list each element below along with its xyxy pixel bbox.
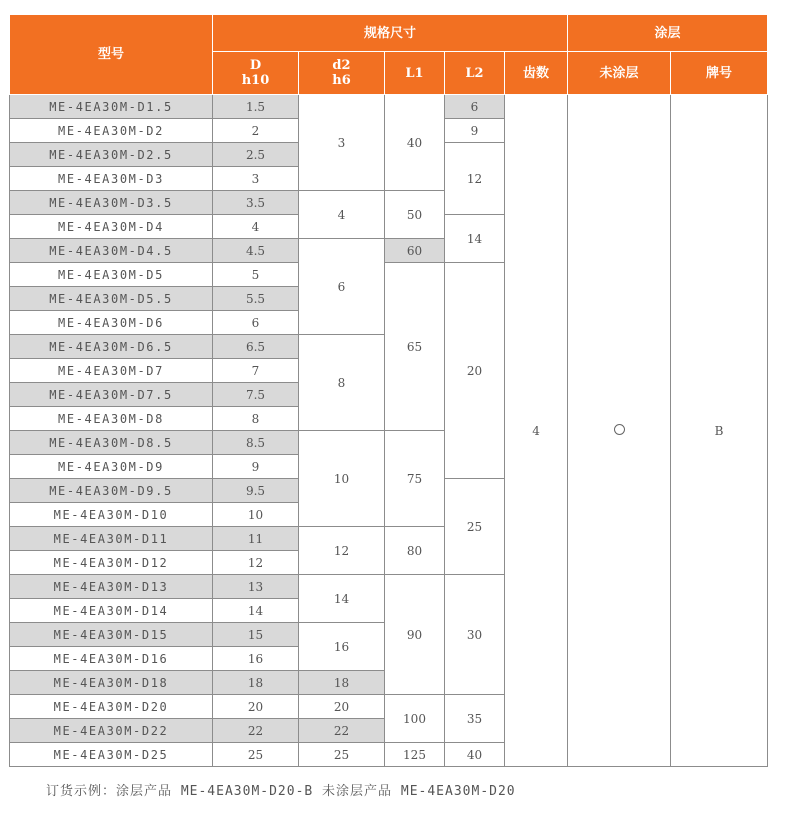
- d2-cell: 25: [299, 743, 385, 767]
- d-cell: 20: [213, 695, 299, 719]
- model-cell: ME-4EA30M-D3.5: [10, 191, 213, 215]
- l2-cell: 14: [445, 215, 505, 263]
- d-cell: 2: [213, 119, 299, 143]
- d-cell: 1.5: [213, 95, 299, 119]
- header-spec: 规格尺寸: [213, 15, 568, 52]
- d2-cell: 12: [299, 527, 385, 575]
- l2-cell: 12: [445, 143, 505, 215]
- header-d: [213, 52, 299, 95]
- model-cell: ME-4EA30M-D13: [10, 575, 213, 599]
- model-cell: ME-4EA30M-D2: [10, 119, 213, 143]
- d-cell: 6.5: [213, 335, 299, 359]
- model-cell: ME-4EA30M-D6.5: [10, 335, 213, 359]
- header-coating: 涂层: [568, 15, 768, 52]
- d-cell: 16: [213, 647, 299, 671]
- table-row: [10, 95, 768, 119]
- header-l2: L2: [445, 52, 505, 95]
- l1-cell: 125: [385, 743, 445, 767]
- l1-cell: 75: [385, 431, 445, 527]
- d-cell: 25: [213, 743, 299, 767]
- header-d-main: D: [249, 58, 262, 73]
- d-cell: 22: [213, 719, 299, 743]
- model-cell: ME-4EA30M-D10: [10, 503, 213, 527]
- model-cell: ME-4EA30M-D4.5: [10, 239, 213, 263]
- d-cell: 11: [213, 527, 299, 551]
- d-cell: 14: [213, 599, 299, 623]
- d2-cell: 20: [299, 695, 385, 719]
- header-l1: L1: [385, 52, 445, 95]
- d-cell: 9.5: [213, 479, 299, 503]
- l1-cell: 100: [385, 695, 445, 743]
- header-uncoated: 未涂层: [568, 52, 671, 95]
- header-teeth: 齿数: [505, 52, 568, 95]
- model-cell: ME-4EA30M-D9: [10, 455, 213, 479]
- model-cell: ME-4EA30M-D7: [10, 359, 213, 383]
- model-cell: ME-4EA30M-D7.5: [10, 383, 213, 407]
- d2-cell: 22: [299, 719, 385, 743]
- model-cell: ME-4EA30M-D2.5: [10, 143, 213, 167]
- d-cell: 3: [213, 167, 299, 191]
- model-cell: ME-4EA30M-D14: [10, 599, 213, 623]
- uncoated-cell: [568, 95, 671, 767]
- d2-cell: 16: [299, 623, 385, 671]
- d-cell: 4: [213, 215, 299, 239]
- d2-cell: 10: [299, 431, 385, 527]
- d2-cell: 6: [299, 239, 385, 335]
- model-cell: ME-4EA30M-D15: [10, 623, 213, 647]
- d-cell: 8: [213, 407, 299, 431]
- l1-cell: 60: [385, 239, 445, 263]
- d-cell: 15: [213, 623, 299, 647]
- model-cell: ME-4EA30M-D12: [10, 551, 213, 575]
- model-cell: ME-4EA30M-D22: [10, 719, 213, 743]
- l2-cell: 30: [445, 575, 505, 695]
- l2-cell: 6: [445, 95, 505, 119]
- d2-cell: 4: [299, 191, 385, 239]
- d-cell: 2.5: [213, 143, 299, 167]
- l1-cell: 90: [385, 575, 445, 695]
- l1-cell: 80: [385, 527, 445, 575]
- l2-cell: 35: [445, 695, 505, 743]
- header-brand: 牌号: [671, 52, 768, 95]
- header-model: 型号: [10, 15, 213, 95]
- model-cell: ME-4EA30M-D5: [10, 263, 213, 287]
- d-cell: 3.5: [213, 191, 299, 215]
- header-d2: [299, 52, 385, 95]
- model-cell: ME-4EA30M-D8.5: [10, 431, 213, 455]
- l1-cell: 40: [385, 95, 445, 191]
- model-cell: ME-4EA30M-D3: [10, 167, 213, 191]
- d-cell: 7: [213, 359, 299, 383]
- l1-cell: 50: [385, 191, 445, 239]
- model-cell: ME-4EA30M-D4: [10, 215, 213, 239]
- d-cell: 10: [213, 503, 299, 527]
- l2-cell: 40: [445, 743, 505, 767]
- l2-cell: 9: [445, 119, 505, 143]
- order-example-note: 订货示例：涂层产品 ME-4EA30M-D20-B 未涂层产品 ME-4EA30M-D20: [46, 784, 516, 799]
- d-cell: 5: [213, 263, 299, 287]
- d-cell: 8.5: [213, 431, 299, 455]
- model-cell: ME-4EA30M-D25: [10, 743, 213, 767]
- d-cell: 5.5: [213, 287, 299, 311]
- d-cell: 7.5: [213, 383, 299, 407]
- d2-cell: 8: [299, 335, 385, 431]
- l1-cell: 65: [385, 263, 445, 431]
- model-cell: ME-4EA30M-D11: [10, 527, 213, 551]
- spec-table-body: [10, 95, 768, 767]
- model-cell: ME-4EA30M-D18: [10, 671, 213, 695]
- teeth-cell: 4: [505, 95, 568, 767]
- spec-table: [9, 14, 768, 767]
- header-d2-main: d2: [332, 58, 351, 73]
- header-d2-sub: h6: [332, 73, 351, 88]
- d-cell: 4.5: [213, 239, 299, 263]
- model-cell: ME-4EA30M-D1.5: [10, 95, 213, 119]
- brand-cell: B: [671, 95, 768, 767]
- circle-icon: [614, 424, 625, 435]
- header-d-sub: h10: [241, 73, 270, 88]
- model-cell: ME-4EA30M-D9.5: [10, 479, 213, 503]
- l2-cell: 25: [445, 479, 505, 575]
- d-cell: 9: [213, 455, 299, 479]
- d2-cell: 3: [299, 95, 385, 191]
- model-cell: ME-4EA30M-D8: [10, 407, 213, 431]
- model-cell: ME-4EA30M-D5.5: [10, 287, 213, 311]
- l2-cell: 20: [445, 263, 505, 479]
- model-cell: ME-4EA30M-D6: [10, 311, 213, 335]
- d2-cell: 18: [299, 671, 385, 695]
- d2-cell: 14: [299, 575, 385, 623]
- d-cell: 6: [213, 311, 299, 335]
- d-cell: 12: [213, 551, 299, 575]
- model-cell: ME-4EA30M-D16: [10, 647, 213, 671]
- model-cell: ME-4EA30M-D20: [10, 695, 213, 719]
- d-cell: 18: [213, 671, 299, 695]
- d-cell: 13: [213, 575, 299, 599]
